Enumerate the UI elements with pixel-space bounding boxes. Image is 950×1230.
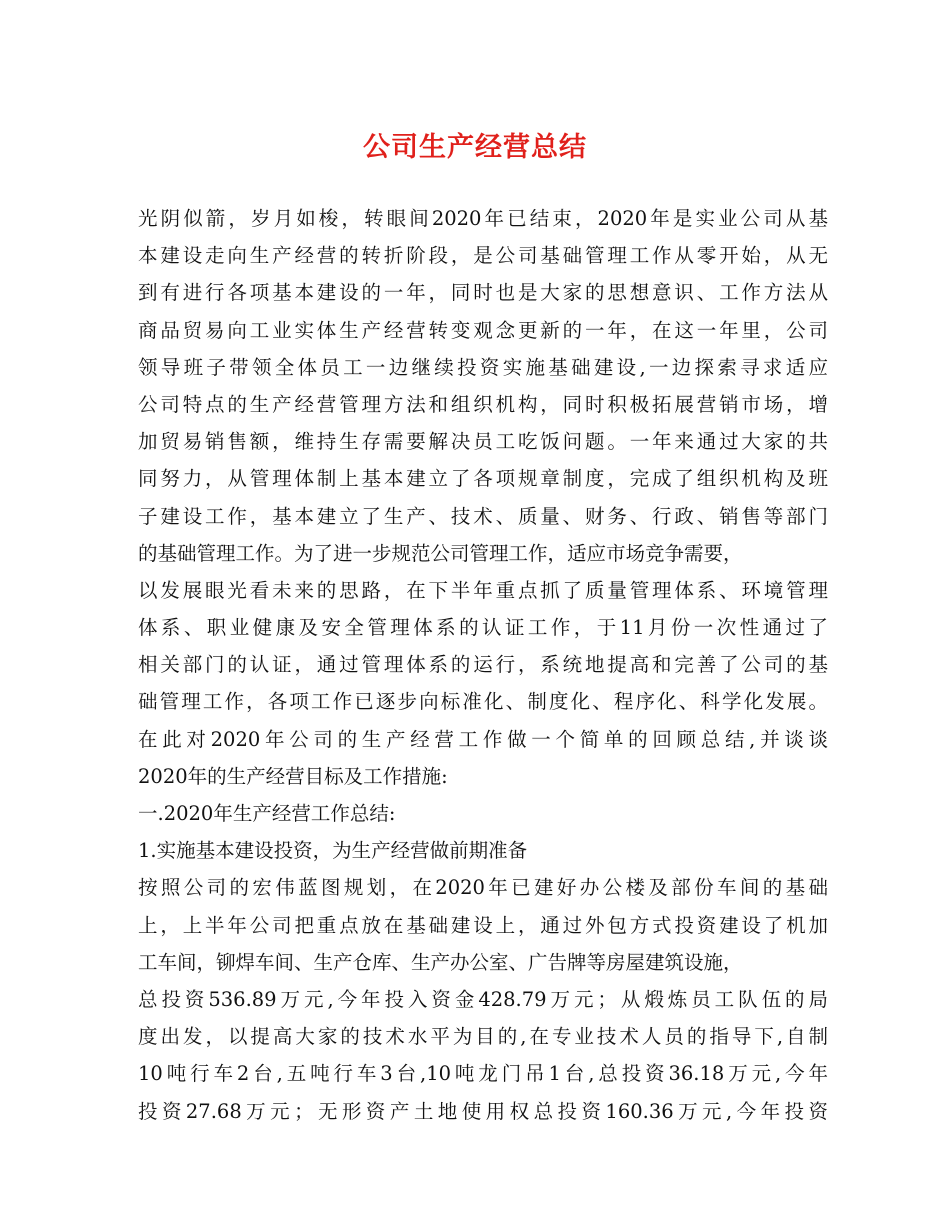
body-line: 上，上半年公司把重点放在基础建设上，通过外包方式投资建设了机加 [138,913,828,937]
body-line: 以发展眼光看未来的思路，在下半年重点抓了质量管理体系、环境管理 [138,578,828,602]
body-line: 子建设工作，基本建立了生产、技术、质量、财务、行政、销售等部门 [138,504,828,528]
body-line: 领导班子带领全体员工一边继续投资实施基础建设,一边探索寻求适应 [138,355,828,379]
body-line: 同努力，从管理体制上基本建立了各项规章制度，完成了组织机构及班 [138,467,828,491]
subsection-heading: 1.实施基本建设投资，为生产经营做前期准备 [138,839,528,863]
body-line: 公司特点的生产经营管理方法和组织机构，同时积极拓展营销市场，增 [138,392,828,416]
body-line: 在此对2020年公司的生产经营工作做一个简单的回顾总结,并谈谈 [138,727,828,751]
document-body [138,200,828,1130]
document-title: 公司生产经营总结 [363,132,587,163]
body-line: 按照公司的宏伟蓝图规划，在2020年已建好办公楼及部份车间的基础 [138,876,828,900]
body-line: 投资27.68万元；无形资产土地使用权总投资160.36万元,今年投资 [138,1099,828,1123]
body-line: 10吨行车2台,五吨行车3台,10吨龙门吊1台,总投资36.18万元,今年 [138,1062,828,1086]
body-line: 到有进行各项基本建设的一年，同时也是大家的思想意识、工作方法从 [138,281,828,305]
body-line: 商品贸易向工业实体生产经营转变观念更新的一年，在这一年里，公司 [138,318,828,342]
body-line: 总投资536.89万元,今年投入资金428.79万元；从煅炼员工队伍的局 [138,987,828,1011]
body-line: 础管理工作，各项工作已逐步向标准化、制度化、程序化、科学化发展。 [138,690,828,714]
body-line: 的基础管理工作。为了进一步规范公司管理工作，适应市场竞争需要， [138,541,743,565]
body-line: 度出发，以提高大家的技术水平为目的,在专业技术人员的指导下,自制 [138,1025,828,1049]
body-line: 体系、职业健康及安全管理体系的认证工作，于11月份一次性通过了 [138,616,828,640]
section-heading: 一.2020年生产经营工作总结: [138,802,396,825]
body-line: 光阴似箭，岁月如梭，转眼间2020年已结束，2020年是实业公司从基 [138,207,828,230]
body-line: 加贸易销售额，维持生存需要解决员工吃饭问题。一年来通过大家的共 [138,430,828,454]
body-line: 工车间，铆焊车间、生产仓库、生产办公室、广告牌等房屋建筑设施， [138,950,743,974]
body-line: 相关部门的认证，通过管理体系的运行，系统地提高和完善了公司的基 [138,653,828,677]
body-line: 本建设走向生产经营的转折阶段，是公司基础管理工作从零开始，从无 [138,244,828,268]
body-line: 2020年的生产经营目标及工作措施: [138,764,448,788]
